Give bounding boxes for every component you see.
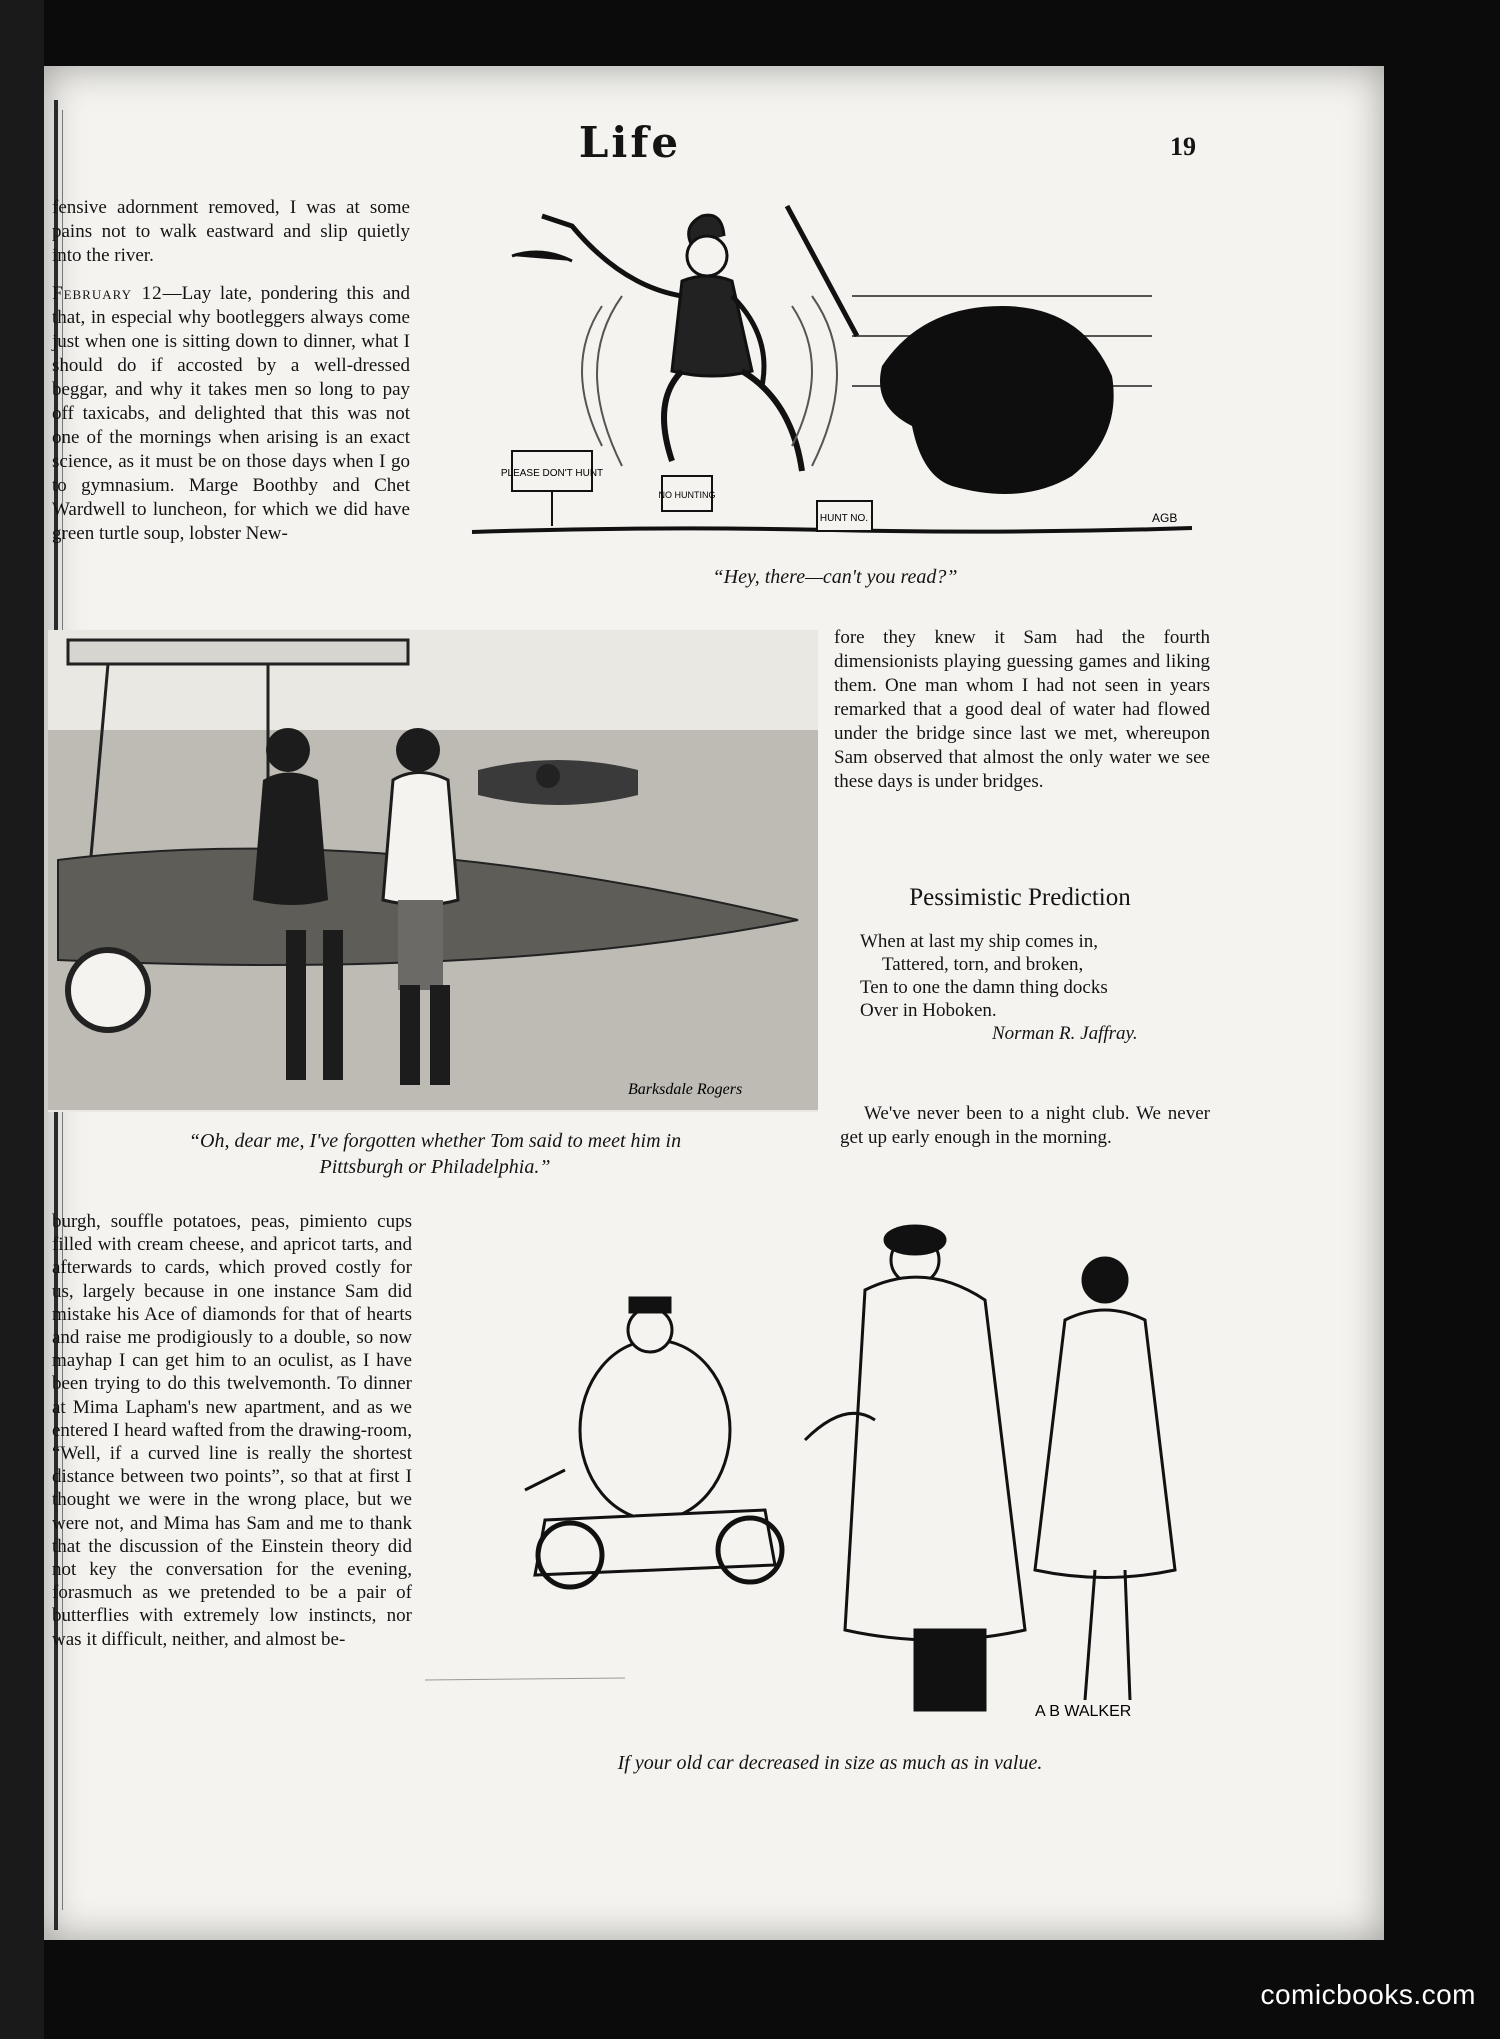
watermark: comicbooks.com	[1260, 1979, 1476, 2010]
masthead: Life	[578, 118, 682, 167]
sign-text: PLEASE DON'T HUNT	[500, 468, 604, 479]
paragraph: fore they knew it Sam had the fourth dimensionists playing guessing games and liking them. One man whom I had not seen in years remarked that a good deal of water had flowed under the bridge since last we met, whereupon Sam observed that almost the only water we see these days is under bridges.	[834, 627, 1210, 792]
cartoon-hunter-bear	[452, 186, 1212, 546]
artist-signature: Barksdale Rogers	[628, 1081, 743, 1098]
artist-signature: AGB	[1152, 511, 1178, 525]
paragraph-text: —Lay late, pondering this and that, in especial why bootleggers always come just when one is sitting down to dinner, what I should do if accosted by a well-dressed beggar, and why it takes men so long to pay off taxicabs, and delighted that this was not one of the mornings when arising is an exact science, as it must be on those days when I go to gymnasium. Marge Boothby and Chet Wardwell to luncheon, for which we did have green turtle soup, lobster New-	[52, 283, 411, 544]
caption-line: Pittsburgh or Philadelphia.”	[319, 1156, 551, 1178]
sign-text: NO HUNTING	[658, 490, 716, 500]
paragraph: fensive adornment removed, I was at some pains not to walk eastward and slip quietly into the river.	[52, 197, 410, 266]
date-label: February 12	[52, 283, 163, 304]
poem-author: Norman R. Jaffray.	[992, 1023, 1138, 1044]
paragraph: burgh, souffle potatoes, peas, pimiento cups filled with cream cheese, and apricot tarts, and afterwards to cards, which proved costly for us, largely because in one instance Sam did mistake his Ace of diamonds for that of hearts and raise me prodigiously to a double, so now mayhap I can get him to an oculist, as I have been trying to do this twelvemonth. To dinner at Mima Lapham's new apartment, and as we entered I heard wafted from the drawing-room, “Well, if a curved line is really the shortest distance between two points”, so that at first I thought we were in the wrong place, but we were not, and Mima has Sam and me to thank that the discussion of the Einstein theory did not key the conversation for the evening, forasmuch as we pretended to be a pair of butterflies with extremely low instincts, nor was it difficult, neither, and almost be-	[52, 1211, 412, 1650]
artist-signature: A B WALKER	[1035, 1703, 1132, 1720]
poem-line: Ten to one the damn thing docks	[860, 977, 1108, 998]
article-column-1	[52, 196, 410, 560]
poem-line: Tattered, torn, and broken,	[882, 954, 1084, 975]
poem-line: Over in Hoboken.	[860, 1000, 997, 1021]
page-number: 19	[1170, 132, 1196, 161]
paragraph	[52, 282, 410, 546]
cartoon-caption: If your old car decreased in size as much as in value.	[617, 1752, 1043, 1774]
article-column-2	[834, 626, 1210, 808]
cartoon-aviators	[48, 630, 818, 1112]
caption-line: “Oh, dear me, I've forgotten whether Tom said to meet him in	[188, 1130, 682, 1152]
article-column-3	[52, 1210, 412, 1665]
poem-line: When at last my ship comes in,	[860, 931, 1098, 952]
poem	[860, 930, 1220, 1045]
scan-dark-edge	[0, 0, 44, 2039]
cartoon-small-car	[425, 1210, 1235, 1740]
cartoon-caption	[70, 1128, 800, 1180]
joke-paragraph	[840, 1102, 1210, 1164]
sign-text: HUNT NO.	[819, 513, 869, 524]
cartoon-caption: “Hey, there—can't you read?”	[712, 566, 958, 588]
paragraph: We've never been to a night club. We never get up early enough in the morning.	[840, 1103, 1210, 1148]
poem-title: Pessimistic Prediction	[909, 884, 1131, 911]
